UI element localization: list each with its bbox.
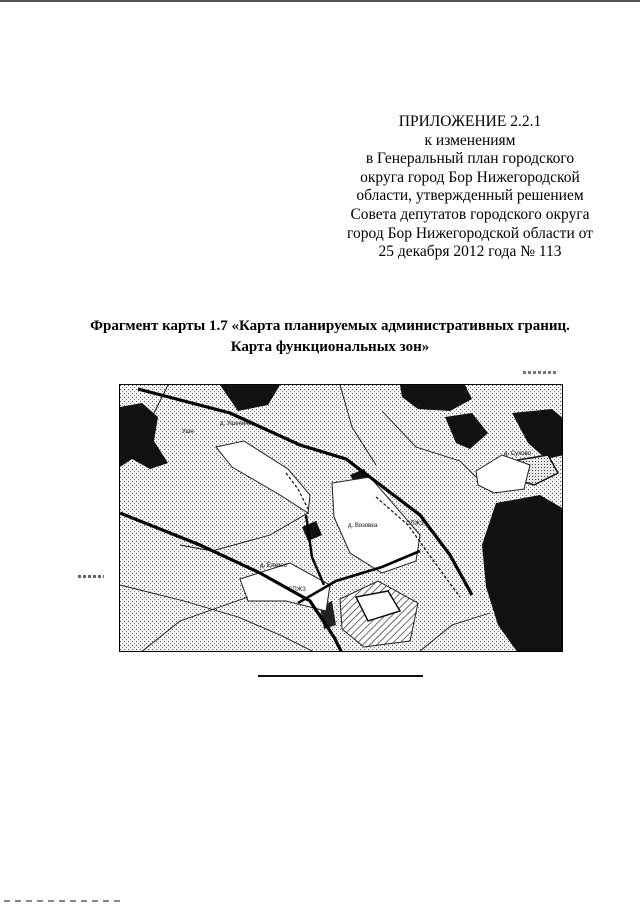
map-label-village: д. Елкино bbox=[260, 563, 287, 569]
divider-line bbox=[258, 675, 423, 677]
map-heading bbox=[60, 316, 600, 358]
map-label-small: СПЖЗ bbox=[288, 587, 306, 593]
scan-mark bbox=[523, 371, 557, 374]
appendix-line: город Бор Нижегородской области от bbox=[347, 224, 593, 242]
heading-line: Фрагмент карты 1.7 «Карта планируемых административных границ. bbox=[90, 318, 570, 334]
map-label-village: д. Сухово bbox=[504, 451, 531, 457]
map-label-small: СПЖЗ bbox=[406, 521, 424, 527]
map-label-small: Ушн bbox=[182, 429, 194, 435]
scan-mark bbox=[4, 900, 124, 902]
appendix-line: ПРИЛОЖЕНИЕ 2.2.1 bbox=[398, 113, 542, 130]
map-label-village: д. Ушенино bbox=[220, 421, 252, 427]
scan-mark bbox=[78, 575, 104, 578]
appendix-block bbox=[320, 113, 620, 262]
heading-line: Карта функциональных зон» bbox=[230, 339, 430, 355]
appendix-line: к изменениям bbox=[424, 131, 516, 149]
appendix-line: округа город Бор Нижегородской bbox=[360, 168, 580, 186]
map-fragment bbox=[119, 384, 563, 652]
appendix-line: Совета депутатов городского округа bbox=[350, 205, 590, 223]
appendix-line: в Генеральный план городского bbox=[365, 150, 575, 168]
scan-top-edge bbox=[0, 0, 640, 2]
appendix-line: 25 декабря 2012 года № 113 bbox=[378, 243, 562, 261]
appendix-line: области, утвержденный решением bbox=[356, 187, 584, 205]
map-label-small: 501 д bbox=[334, 491, 349, 497]
map-label-village: д. Вязовка bbox=[348, 523, 378, 529]
map-canvas bbox=[120, 385, 563, 652]
